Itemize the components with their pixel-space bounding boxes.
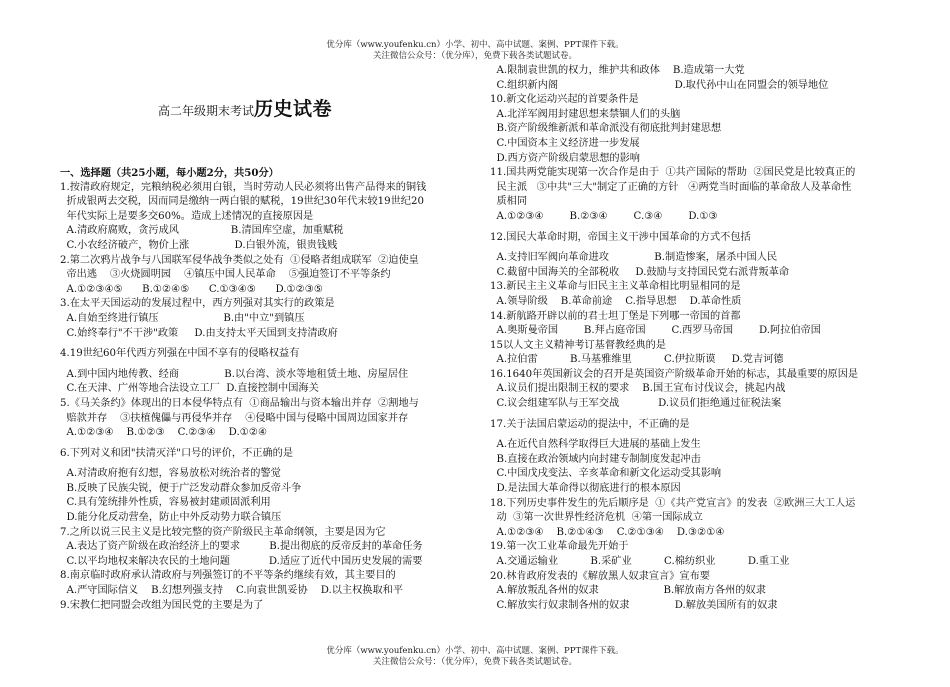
question-line: 折成银两去交税，因而同是缴纳一两白银的赋税，19世纪30年代末较19世纪20 (60, 196, 424, 208)
question-line: A.自始至终进行镇压 B.由"中立"到镇压 (60, 312, 305, 324)
footer-line-1: 优分库（www.youfenku.cn）小学、初中、高中试题、案例、PPT课件下载。 (326, 646, 624, 656)
question-line: B.资产阶级维新派和革命派没有彻底批判封建思想 (490, 123, 722, 135)
question-line: C.中国资本主义经济进一步发展 (490, 137, 640, 149)
question-line: A.支持旧军阀向革命进攻 B.制造惨案，屠杀中国人民 (490, 252, 778, 264)
exam-title-prefix: 高二年级期末考试 (158, 104, 255, 118)
question-line: 19.第一次工业革命最先开始于 (490, 541, 629, 553)
question-line: 8.南京临时政府承认清政府与列强签订的不平等条约继续有效，其主要目的 (60, 570, 396, 582)
question-line: 17.关于法国启蒙运动的提法中，不正确的是 (490, 418, 690, 430)
question-line: 20.林肯政府发表的《解放黑人奴隶宣言》宣布要 (490, 570, 710, 582)
question-line: C.截留中国海关的全部税收 D.鼓励与支持国民党右派背叛革命 (490, 266, 790, 278)
question-line: 质相同 (490, 196, 528, 208)
question-line: A.限制袁世凯的权力，维护共和政体 B.造成第一大党 (490, 65, 745, 76)
question-line: 年代实际上是要多交60%。造成上述情况的直接原因是 (60, 210, 314, 222)
question-line: D.能分化反动营垒，防止中外反动势力联合镇压 (60, 512, 282, 524)
question-line: 13.新民主主义革命与旧民主主义革命相比明显相同的是 (490, 281, 741, 293)
question-line: 3.在太平天国运动的发展过程中，西方列强对其实行的政策是 (60, 298, 335, 310)
question-line: 4.19世纪60年代西方列强在中国不享有的侵略权益有 (60, 348, 300, 360)
question-line: A.严守国际信义 B.幻想列强支持 C.向袁世凯妥协 D.以主权换取和平 (60, 585, 404, 597)
question-line: C.组织新内阁 D.取代孙中山在同盟会的领导地位 (490, 79, 829, 91)
question-line: D.是法国大革命得以彻底进行的根本原因 (490, 483, 681, 495)
question-line: C.解放实行奴隶制各州的奴隶 D.解放美国所有的奴隶 (490, 599, 778, 611)
question-line: C.以平均地权来解决农民的土地问题 D.适应了近代中国历史发展的需要 (60, 555, 423, 567)
question-line: A.议员们提出限制王权的要求 B.国王宣布讨伐议会，挑起内战 (490, 383, 786, 395)
question-line: 9.宋教仁把同盟会改组为国民党的主要是为了 (60, 599, 264, 611)
question-line: 15以人文主义精神考订基督教经典的是 (490, 339, 666, 351)
question-line: A.解放叛乱各州的奴隶 B.解放南方各州的奴隶 (490, 585, 766, 597)
question-line: 5.《马关条约》体现出的日本侵华特点有 ①商品输出与资本输出并存 ②割地与 (60, 397, 419, 409)
question-line: C.始终奉行"不干涉"政策 D.由支持太平天国到支持清政府 (60, 327, 338, 339)
header-line-2: 关注微信公众号：（优分库），免费下载各类试题试卷。 (372, 51, 577, 61)
question-line: 16.1640年英国新议会的召开是英国资产阶级革命开始的标志，其最重要的原因是 (490, 368, 859, 380)
question-line: A.奥斯曼帝国 B.拜占庭帝国 C.西罗马帝国 D.阿拉伯帝国 (490, 325, 821, 337)
question-line: 12.国民大革命时期，帝国主义干涉中国革命的方式不包括 (490, 231, 751, 243)
question-line: D.西方资产阶级启蒙思想的影响 (490, 152, 640, 164)
exam-title (158, 94, 332, 121)
question-line: 动 ③第一次世界性经济危机 ④第一国际成立 (490, 512, 703, 524)
question-line: B.直接在政治领域内向封建专制制度发起冲击 (490, 453, 701, 465)
question-line: 一、选择题（共25小题，每小题2分，共50分） (60, 167, 279, 179)
question-line: 1.按清政府规定，完粮纳税必须用白银，当时劳动人民必须将出售产品得来的铜钱 (60, 181, 427, 193)
question-line: A.①②③④ B.①②③ C.②③④ D.①②④ (60, 427, 268, 439)
question-line: A.①②③④ B.②③④ C.③④ D.①③ (490, 210, 718, 222)
exam-title-main: 历史试卷 (254, 98, 333, 120)
question-line: 帝出逃 ③火烧圆明园 ④镇压中国人民革命 ⑤强迫签订不平等条约 (60, 269, 391, 281)
question-line: 18.下列历史事件发生的先后顺序是 ①《共产党宣言》的发表 ②欧洲三大工人运 (490, 497, 856, 509)
question-line: A.在近代自然科学取得巨大进展的基础上发生 (490, 439, 701, 451)
right-column (490, 64, 900, 613)
header-line-1: 优分库（www.youfenku.cn）小学、初中、高中试题、案例、PPT课件下载。 (326, 40, 624, 50)
question-line: 民主派 ③中共"三大"制定了正确的方针 ④两党当时面临的革命敌人及革命性 (490, 181, 852, 193)
question-line: 6.下列对义和团"扶清灭洋"口号的评价，不正确的是 (60, 447, 294, 459)
question-line: 赔款并存 ③扶植傀儡与再侵华并存 ④侵略中国与侵略中国周边国家并存 (60, 412, 409, 424)
question-line: A.表达了资产阶级在政治经济上的要求 B.提出彻底的反帝反封的革命任务 (60, 541, 423, 553)
question-line: 7.之所以说三民主义是比较完整的资产阶级民主革命纲领，主要是因为它 (60, 526, 386, 538)
question-line: C.小农经济破产，物价上涨 D.白银外流，银贵钱贱 (60, 239, 338, 251)
left-column (60, 166, 475, 613)
question-line: 14.新航路开辟以前的君士坦丁堡是下列哪一帝国的首都 (490, 310, 741, 322)
question-line: A.拉伯雷 B.马基雅维里 C.伊拉斯谟 D.党吉诃德 (490, 354, 784, 366)
question-line: C.议会组建军队与王军交战 D.议员们拒绝通过征税法案 (490, 398, 782, 410)
question-line: B.反映了民族尖锐，便于广泛发动群众参加反帝斗争 (60, 482, 302, 494)
question-line: A.北洋军阀用封建思想来禁锢人们的头脑 (490, 108, 681, 120)
question-line: A.对清政府抱有幻想，容易放松对统治者的警觉 (60, 468, 281, 480)
question-line: C.中国戊戌变法、辛亥革命和新文化运动受其影响 (490, 468, 722, 480)
question-line: 11.国共两党能实现第一次合作是由于 ①共产国际的帮助 ②国民党是比较真正的 (490, 167, 856, 179)
question-line: A.清政府腐败，贪污成风 B.清国库空虚，加重赋税 (60, 225, 344, 237)
question-line: 2.第二次鸦片战争与八国联军侵华战争类似之处有 ①侵略者组成联军 ②迫使皇 (60, 254, 419, 266)
question-line: C.具有笼统排外性质，容易被封建顽固派利用 (60, 497, 271, 509)
question-line: A.交通运输业 B.采矿业 C.棉纺织业 D.重工业 (490, 556, 790, 567)
question-line: A.①②③④ B.②①④③ C.②①③④ D.③②①④ (490, 526, 725, 538)
question-line: A.领导阶级 B.革命前途 C.指导思想 D.革命性质 (490, 295, 742, 307)
question-line: C.在天津、广州等地合法设立工厂 D.直接控制中国海关 (60, 383, 319, 395)
footer-line-2: 关注微信公众号：（优分库），免费下载各类试题试卷。 (372, 657, 577, 667)
question-line: A.到中国内地传教、经商 B.以台湾、淡水等地租赁土地、房屋居住 (60, 368, 409, 380)
page-header (0, 40, 950, 62)
question-line: 10.新文化运动兴起的首要条件是 (490, 94, 639, 106)
page-footer (0, 646, 950, 668)
question-line: A.①②③④⑤ B.①②④⑤ C.①③④⑤ D.①②③⑤ (60, 283, 324, 295)
